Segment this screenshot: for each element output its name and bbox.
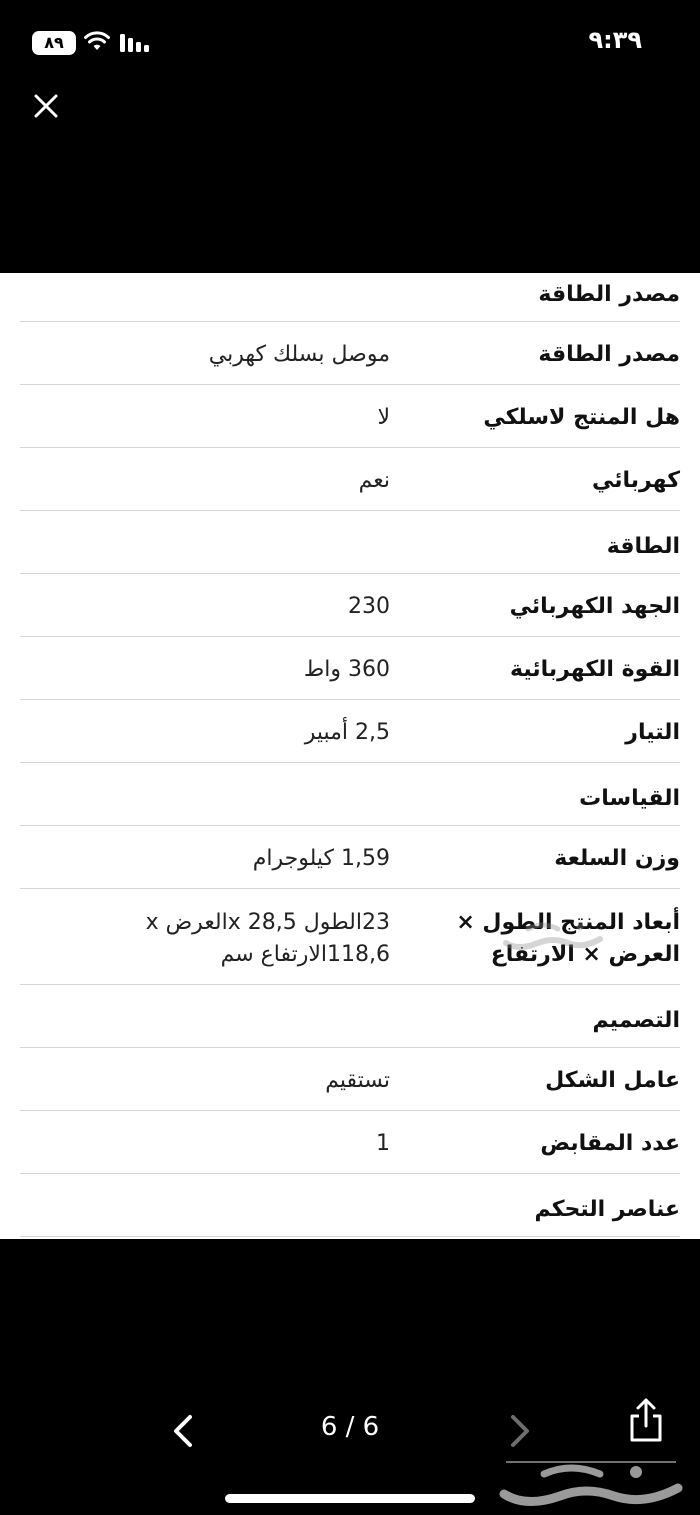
section-dimensions	[20, 763, 680, 826]
spec-label: هل المنتج لاسلكي	[483, 405, 680, 431]
section-power	[20, 511, 680, 574]
spec-row-power-source	[20, 322, 680, 385]
spec-value: لا	[377, 405, 390, 431]
spec-label: مصدر الطاقة	[538, 342, 680, 368]
close-icon[interactable]	[28, 88, 64, 124]
haraj-watermark-icon	[498, 915, 608, 955]
spec-row-electric	[20, 448, 680, 511]
chevron-left-icon[interactable]	[168, 1411, 198, 1451]
spec-row-wattage	[20, 637, 680, 700]
spec-row-form-factor	[20, 1048, 680, 1111]
spec-label: التيار	[625, 720, 680, 746]
spec-value: موصل بسلك كهربي	[208, 342, 390, 368]
spec-row-cordless	[20, 385, 680, 448]
home-indicator[interactable]	[225, 1494, 475, 1503]
spec-value: 1,59 كيلوجرام	[252, 846, 390, 872]
battery-indicator: ٨٩	[32, 31, 76, 55]
section-title: الطاقة	[606, 534, 680, 560]
clock: ٩:٣٩	[588, 26, 642, 54]
section-controls	[20, 1174, 680, 1237]
spec-value: 2,5 أمبير	[304, 720, 390, 746]
spec-value: تستقيم	[325, 1068, 390, 1094]
haraj-logo-watermark-icon	[496, 1456, 686, 1512]
spec-label: وزن السلعة	[554, 846, 680, 872]
spec-label: القوة الكهربائية	[510, 657, 680, 683]
section-title: القياسات	[579, 786, 680, 812]
section-power-source	[20, 273, 680, 322]
spec-label: أبعاد المنتج الطول × العرض × الارتفاع	[456, 909, 680, 967]
share-icon[interactable]	[626, 1396, 666, 1444]
spec-value: نعم	[358, 468, 390, 494]
section-title: التصميم	[592, 1008, 680, 1034]
spec-table	[20, 273, 680, 1237]
spec-row-voltage	[20, 574, 680, 637]
spec-row-handles	[20, 1111, 680, 1174]
spec-label: كهربائي	[591, 468, 680, 494]
spec-row-weight	[20, 826, 680, 889]
spec-label: الجهد الكهربائي	[509, 594, 680, 620]
section-design	[20, 985, 680, 1048]
spec-value: 230	[348, 594, 390, 620]
spec-value: 360 واط	[303, 657, 390, 683]
section-title: مصدر الطاقة	[538, 282, 680, 308]
wifi-icon	[84, 30, 110, 52]
spec-value: 1	[376, 1131, 390, 1157]
section-title: عناصر التحكم	[534, 1197, 680, 1223]
page-counter: 6 / 6	[320, 1412, 380, 1442]
chevron-right-icon[interactable]	[505, 1411, 535, 1451]
spec-label: عامل الشكل	[545, 1068, 680, 1094]
spec-row-current	[20, 700, 680, 763]
spec-sheet-image	[0, 273, 700, 1239]
status-bar	[0, 0, 700, 80]
spec-value: 23الطول 28,5 xالعرض x 118,6الارتفاع سم	[145, 909, 390, 967]
spec-label: عدد المقابض	[540, 1131, 680, 1157]
signal-icon	[120, 34, 152, 52]
